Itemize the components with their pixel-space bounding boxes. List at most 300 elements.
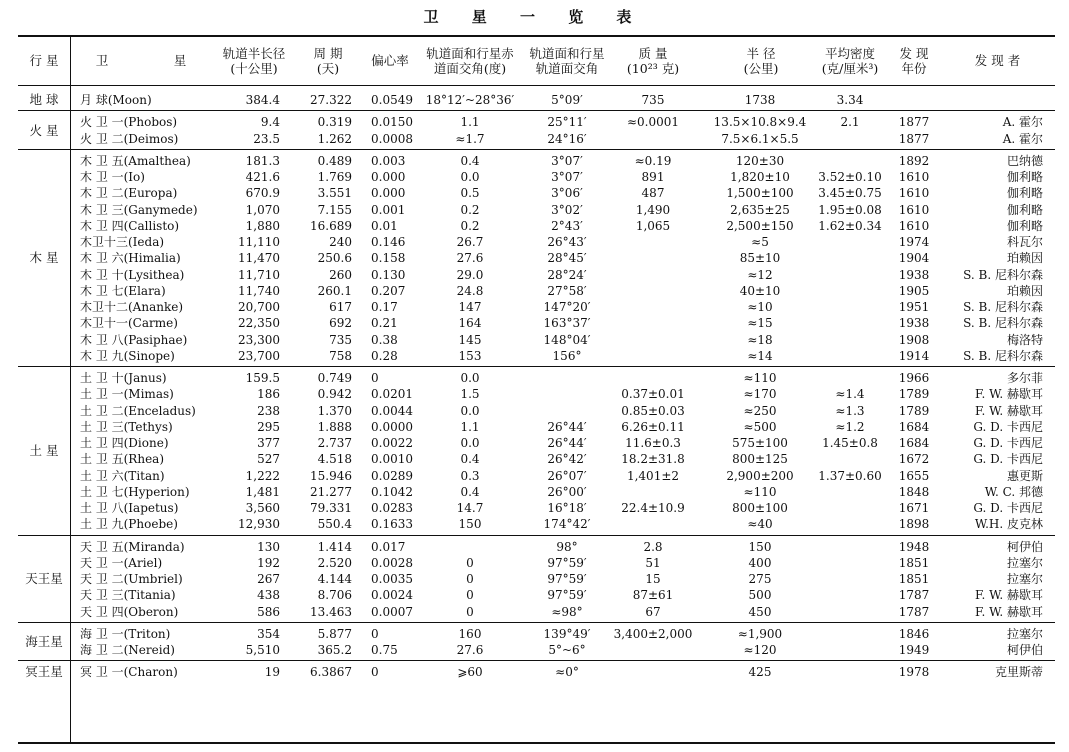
cell-axis: 1,880 — [245, 218, 280, 233]
planet-label: 土 星 — [29, 443, 59, 459]
cell-radius: 120±30 — [735, 153, 785, 168]
cell-density: 3.45±0.75 — [818, 186, 882, 201]
cell-incl-orb: 26°00′ — [547, 484, 587, 499]
cell-disc: 拉塞尔 — [1006, 626, 1043, 641]
cell-ecc: 0.001 — [371, 202, 406, 217]
table-row — [0, 500, 1069, 516]
cell-incl-orb: 2°43′ — [551, 218, 583, 233]
cell-name: 土 卫 二(Enceladus) — [80, 403, 196, 418]
table-row — [0, 283, 1069, 299]
table-row — [0, 386, 1069, 402]
cell-radius: ≈40 — [747, 517, 773, 532]
cell-ecc: 0.017 — [371, 539, 406, 554]
cell-radius: ≈110 — [743, 484, 777, 499]
cell-incl-orb: 148°04′ — [543, 332, 591, 347]
cell-period: 27.322 — [310, 93, 352, 107]
cell-year: 1905 — [898, 283, 930, 298]
cell-ecc: 0.0024 — [371, 588, 413, 603]
table-row — [0, 332, 1069, 348]
cell-incl-eq: 18°12′~28°36′ — [425, 93, 515, 107]
cell-radius: 1738 — [744, 93, 776, 107]
planet-label: 火 星 — [29, 122, 59, 138]
cell-radius: ≈10 — [747, 300, 773, 314]
cell-axis: 295 — [257, 419, 280, 434]
cell-period: 758 — [329, 348, 352, 363]
table-row — [0, 451, 1069, 467]
cell-name: 天 卫 二(Umbriel) — [80, 572, 183, 586]
cell-incl-orb: 163°37′ — [543, 316, 591, 331]
cell-disc: 伽利略 — [1006, 170, 1043, 184]
cell-incl-orb: 3°07′ — [551, 170, 583, 184]
cell-density: 3.34 — [836, 93, 864, 107]
header-density: 平均密度 (克/厘米³) — [821, 46, 879, 76]
cell-disc: 科瓦尔 — [1006, 235, 1043, 249]
cell-incl-orb: 28°24′ — [547, 267, 587, 282]
cell-incl-eq: 150 — [458, 517, 482, 532]
cell-mass: 0.37±0.01 — [621, 387, 685, 402]
table-row — [0, 315, 1069, 331]
cell-incl-eq: 0.4 — [460, 452, 480, 467]
cell-incl-orb: 26°07′ — [547, 468, 587, 483]
cell-axis: 23.5 — [253, 131, 280, 146]
cell-disc: S. B. 尼科尔森 — [963, 267, 1043, 282]
cell-ecc: 0 — [371, 626, 379, 641]
cell-mass: 11.6±0.3 — [625, 436, 681, 450]
cell-name: 木 卫 四(Callisto) — [80, 218, 180, 233]
cell-incl-eq: 164 — [458, 316, 482, 331]
cell-radius: ≈15 — [747, 316, 773, 331]
cell-radius: ≈120 — [743, 643, 777, 657]
cell-year: 1951 — [898, 300, 930, 314]
planet-label: 地 球 — [29, 92, 59, 108]
cell-disc: 克里斯蒂 — [994, 665, 1043, 680]
cell-incl-eq: 0.4 — [460, 484, 480, 499]
cell-ecc: 0.0035 — [371, 572, 413, 586]
group-separator — [18, 366, 1055, 367]
cell-mass: 1,065 — [635, 218, 671, 233]
cell-density: 1.37±0.60 — [818, 468, 882, 483]
cell-incl-eq: 24.8 — [456, 283, 484, 298]
header-axis: 轨道半长径 (十公里) — [222, 46, 286, 76]
cell-incl-orb: 147°20′ — [543, 300, 591, 314]
table-row — [0, 202, 1069, 218]
cell-axis: 1,222 — [245, 468, 280, 483]
cell-period: 617 — [329, 300, 352, 314]
cell-density: ≈1.2 — [835, 419, 865, 434]
cell-mass: 6.26±0.11 — [621, 419, 685, 434]
cell-disc: 珀赖因 — [1006, 251, 1043, 266]
cell-radius: 13.5×10.8×9.4 — [713, 115, 807, 130]
cell-incl-orb: 28°45′ — [547, 251, 587, 266]
cell-axis: 438 — [257, 588, 280, 603]
table-row — [0, 234, 1069, 250]
cell-year: 1904 — [898, 251, 930, 266]
cell-name: 木卫十三(Ieda) — [80, 235, 165, 249]
cell-name: 木 卫 七(Elara) — [80, 283, 166, 298]
cell-incl-orb: 26°44′ — [547, 419, 587, 434]
cell-name: 土 卫 五(Rhea) — [80, 452, 165, 467]
cell-year: 1846 — [898, 626, 930, 641]
cell-year: 1610 — [898, 202, 930, 217]
table-row — [0, 348, 1069, 364]
cell-ecc: 0.1042 — [371, 484, 413, 499]
cell-period: 13.463 — [310, 604, 352, 619]
planet-label: 冥王星 — [25, 664, 63, 680]
cell-axis: 20,700 — [238, 300, 280, 314]
cell-year: 1974 — [898, 235, 930, 249]
cell-incl-eq: 160 — [458, 626, 482, 641]
cell-radius: ≈170 — [743, 387, 777, 402]
cell-period: 0.749 — [317, 371, 352, 385]
cell-ecc: 0.28 — [371, 348, 398, 363]
header-planet: 行 星 — [29, 53, 59, 68]
cell-name: 海 卫 一(Triton) — [80, 626, 171, 641]
cell-axis: 421.6 — [245, 170, 280, 184]
cell-ecc: 0.0150 — [371, 115, 413, 130]
cell-period: 1.888 — [317, 419, 352, 434]
cell-mass: 2.8 — [643, 539, 663, 554]
cell-mass: 3,400±2,000 — [613, 626, 693, 641]
table-row — [0, 604, 1069, 620]
cell-radius: 1,820±10 — [730, 170, 790, 184]
cell-disc: S. B. 尼科尔森 — [963, 316, 1043, 331]
cell-axis: 186 — [257, 387, 280, 402]
cell-incl-orb: 16°18′ — [547, 501, 587, 515]
cell-disc: A. 霍尔 — [1002, 115, 1043, 130]
cell-name: 土 卫 四(Dione) — [80, 436, 169, 450]
header-period: 周 期 (天) — [313, 46, 343, 76]
cell-ecc: 0.21 — [371, 316, 398, 331]
cell-radius: ≈5 — [751, 235, 769, 249]
cell-year: 1789 — [898, 403, 930, 418]
cell-density: 1.62±0.34 — [818, 218, 882, 233]
cell-name: 木卫十一(Carme) — [80, 316, 178, 331]
table-row — [0, 468, 1069, 484]
cell-axis: 23,300 — [238, 332, 280, 347]
cell-incl-eq: 26.7 — [456, 235, 484, 249]
header-satellite-a: 卫 — [95, 53, 109, 68]
cell-disc: 巴纳德 — [1006, 153, 1043, 168]
cell-axis: 267 — [257, 572, 280, 586]
cell-year: 1610 — [898, 218, 930, 233]
cell-mass: 15 — [645, 572, 661, 586]
table-row — [0, 370, 1069, 386]
cell-name: 天 卫 四(Oberon) — [80, 604, 179, 619]
cell-incl-orb: ≈98° — [551, 604, 583, 619]
cell-period: 1.262 — [317, 131, 352, 146]
cell-incl-orb: 26°43′ — [547, 235, 587, 249]
bottom-rule — [18, 742, 1055, 744]
group-separator — [18, 110, 1055, 111]
cell-axis: 1,070 — [245, 202, 280, 217]
cell-ecc: 0.000 — [371, 186, 406, 201]
cell-period: 240 — [329, 235, 352, 249]
cell-year: 1672 — [898, 452, 930, 467]
cell-year: 1948 — [898, 539, 930, 554]
cell-year: 1848 — [898, 484, 930, 499]
page-title: 卫 星 一 览 表 — [423, 8, 646, 26]
cell-radius: 2,500±150 — [726, 218, 794, 233]
cell-period: 16.689 — [310, 218, 352, 233]
cell-incl-orb: 26°42′ — [547, 452, 587, 467]
cell-period: 5.877 — [317, 626, 352, 641]
cell-radius: ≈110 — [743, 371, 777, 385]
cell-disc: S. B. 尼科尔森 — [963, 348, 1043, 363]
cell-axis: 527 — [257, 452, 280, 467]
cell-period: 0.942 — [317, 387, 352, 402]
cell-disc: F. W. 赫歇耳 — [975, 604, 1043, 619]
cell-incl-eq: 0.2 — [460, 218, 480, 233]
cell-radius: 40±10 — [739, 283, 781, 298]
cell-ecc: 0.0201 — [371, 387, 413, 402]
cell-year: 1908 — [898, 332, 930, 347]
cell-axis: 1,481 — [245, 484, 280, 499]
cell-period: 4.518 — [317, 452, 352, 467]
cell-ecc: 0.0000 — [371, 419, 413, 434]
cell-incl-orb: 98° — [556, 539, 578, 554]
table-row — [0, 250, 1069, 266]
cell-period: 6.3867 — [310, 665, 352, 680]
cell-ecc: 0.0044 — [371, 403, 413, 418]
cell-radius: ≈12 — [747, 267, 773, 282]
cell-ecc: 0.207 — [371, 283, 406, 298]
cell-period: 250.6 — [317, 251, 352, 266]
cell-year: 1610 — [898, 186, 930, 201]
group-separator — [18, 535, 1055, 536]
cell-incl-eq: 145 — [458, 332, 482, 347]
cell-incl-eq: 153 — [458, 348, 482, 363]
table-row — [0, 419, 1069, 435]
cell-incl-orb: 3°07′ — [551, 153, 583, 168]
cell-year: 1851 — [898, 572, 930, 586]
cell-incl-orb: 139°49′ — [543, 626, 591, 641]
cell-period: 365.2 — [317, 643, 352, 657]
cell-incl-eq: 14.7 — [456, 501, 484, 515]
cell-year: 1655 — [898, 468, 930, 483]
cell-year: 1877 — [898, 131, 930, 146]
cell-incl-eq: 0.5 — [460, 186, 480, 201]
cell-axis: 377 — [257, 436, 280, 450]
cell-incl-eq: 147 — [458, 300, 482, 314]
cell-mass: ≈0.0001 — [626, 115, 680, 130]
cell-ecc: 0.0283 — [371, 501, 413, 515]
cell-ecc: 0.75 — [371, 643, 398, 657]
cell-ecc: 0.000 — [371, 170, 406, 184]
cell-radius: 425 — [748, 665, 772, 680]
header-discoverer: 发 现 者 — [974, 53, 1021, 68]
cell-axis: 159.5 — [245, 371, 280, 385]
cell-radius: 150 — [748, 539, 772, 554]
cell-axis: 130 — [257, 539, 280, 554]
cell-period: 735 — [329, 332, 352, 347]
cell-incl-eq: 0 — [466, 604, 474, 619]
cell-axis: 11,470 — [238, 251, 280, 266]
cell-radius: 450 — [748, 604, 772, 619]
cell-year: 1966 — [898, 371, 930, 385]
group-separator — [18, 660, 1055, 661]
cell-disc: 拉塞尔 — [1006, 572, 1043, 586]
cell-year: 1938 — [898, 316, 930, 331]
cell-disc: G. D. 卡西尼 — [973, 452, 1043, 467]
cell-axis: 11,710 — [238, 267, 280, 282]
cell-incl-orb: ≈0° — [555, 665, 579, 680]
header-eccentricity: 偏心率 — [371, 53, 409, 68]
cell-name: 木 卫 一(Io) — [80, 170, 145, 184]
cell-period: 15.946 — [310, 468, 352, 483]
cell-incl-eq: ≈1.7 — [455, 131, 485, 146]
cell-incl-orb: 27°58′ — [547, 283, 587, 298]
cell-incl-eq: 27.6 — [456, 251, 484, 266]
header-mass: 质 量 (10²³ 克) — [626, 46, 680, 76]
cell-density: ≈1.4 — [835, 387, 865, 402]
table-row — [0, 185, 1069, 201]
cell-disc: F. W. 赫歇耳 — [975, 387, 1043, 402]
cell-year: 1787 — [898, 604, 930, 619]
cell-year: 1978 — [898, 665, 930, 680]
cell-disc: 珀赖因 — [1006, 283, 1043, 298]
table-row — [0, 153, 1069, 169]
cell-ecc: 0.17 — [371, 300, 398, 314]
cell-period: 2.520 — [317, 555, 352, 570]
cell-disc: 柯伊伯 — [1006, 539, 1043, 554]
cell-disc: G. D. 卡西尼 — [973, 419, 1043, 434]
cell-axis: 586 — [257, 604, 280, 619]
cell-axis: 3,560 — [245, 501, 280, 515]
cell-disc: 惠更斯 — [1006, 468, 1043, 483]
cell-mass: 87±61 — [632, 588, 674, 603]
cell-axis: 5,510 — [245, 643, 280, 657]
cell-radius: 275 — [748, 572, 772, 586]
table-row — [0, 169, 1069, 185]
cell-incl-eq: 1.1 — [460, 419, 480, 434]
cell-incl-eq: 1.1 — [460, 115, 480, 130]
cell-period: 2.737 — [317, 436, 352, 450]
cell-ecc: 0.158 — [371, 251, 406, 266]
cell-mass: 1,401±2 — [626, 468, 680, 483]
cell-radius: 800±125 — [732, 452, 788, 467]
cell-radius: ≈18 — [747, 332, 773, 347]
cell-name: 土 卫 六(Titan) — [80, 468, 165, 483]
cell-year: 1671 — [898, 501, 930, 515]
cell-period: 1.769 — [317, 170, 352, 184]
cell-mass: 735 — [641, 93, 665, 107]
cell-ecc: 0.01 — [371, 218, 398, 233]
planet-label: 海王星 — [25, 634, 63, 649]
table-row — [0, 484, 1069, 500]
cell-ecc: 0.0289 — [371, 468, 413, 483]
table-row — [0, 267, 1069, 283]
cell-radius: 400 — [748, 555, 772, 570]
cell-radius: 85±10 — [739, 251, 781, 266]
cell-axis: 19 — [264, 665, 280, 680]
cell-density: 1.95±0.08 — [818, 202, 882, 217]
cell-axis: 670.9 — [245, 186, 280, 201]
table-row — [0, 539, 1069, 555]
cell-name: 木 卫 九(Sinope) — [80, 348, 175, 363]
cell-axis: 12,930 — [238, 517, 280, 532]
cell-period: 692 — [329, 316, 352, 331]
cell-incl-eq: 0 — [466, 555, 474, 570]
cell-incl-eq: 0.2 — [460, 202, 480, 217]
cell-ecc: 0.146 — [371, 235, 406, 249]
header-inclination-equator: 轨道面和行星赤 道面交角(度) — [426, 46, 514, 76]
cell-radius: 800±100 — [732, 501, 788, 515]
cell-year: 1949 — [898, 643, 930, 657]
cell-period: 8.706 — [317, 588, 352, 603]
cell-year: 1892 — [898, 153, 930, 168]
cell-name: 土 卫 三(Tethys) — [80, 419, 173, 434]
cell-period: 3.551 — [317, 186, 352, 201]
cell-incl-orb: 5°~6° — [548, 643, 586, 657]
cell-ecc: 0.003 — [371, 153, 406, 168]
cell-mass: 487 — [641, 186, 665, 201]
cell-period: 4.144 — [317, 572, 352, 586]
cell-period: 21.277 — [310, 484, 352, 499]
table-row — [0, 435, 1069, 451]
cell-ecc: 0.0010 — [371, 452, 413, 467]
cell-radius: 2,900±200 — [726, 468, 794, 483]
table-row — [0, 626, 1069, 642]
cell-incl-eq: 29.0 — [456, 267, 484, 282]
header-inclination-orbit: 轨道面和行星 轨道面交角 — [529, 46, 605, 76]
cell-mass: 891 — [641, 170, 665, 184]
cell-mass: 51 — [645, 555, 661, 570]
cell-disc: F. W. 赫歇耳 — [975, 403, 1043, 418]
cell-disc: 梅洛特 — [1006, 332, 1043, 347]
cell-incl-orb: 3°06′ — [551, 186, 583, 201]
cell-name: 土 卫 十(Janus) — [80, 371, 167, 385]
cell-axis: 354 — [257, 626, 280, 641]
cell-name: 土 卫 七(Hyperion) — [80, 484, 190, 499]
cell-name: 火 卫 一(Phobos) — [80, 115, 178, 130]
cell-radius: ≈14 — [747, 348, 773, 363]
cell-period: 7.155 — [317, 202, 352, 217]
cell-axis: 192 — [257, 555, 280, 570]
cell-ecc: 0.0028 — [371, 555, 413, 570]
table-row — [0, 299, 1069, 315]
cell-axis: 11,740 — [238, 283, 280, 298]
header-satellite-b: 星 — [173, 53, 187, 68]
cell-ecc: 0 — [371, 371, 379, 385]
cell-period: 260.1 — [317, 283, 352, 298]
cell-mass: 1,490 — [635, 202, 671, 217]
cell-ecc: 0.1633 — [371, 517, 413, 532]
table-row — [0, 555, 1069, 571]
table-row — [0, 516, 1069, 532]
table-row — [0, 92, 1069, 108]
cell-radius: ≈1,900 — [737, 626, 783, 641]
cell-period: 79.331 — [310, 501, 352, 515]
cell-ecc: 0.0549 — [371, 93, 413, 107]
top-rule — [18, 35, 1055, 37]
cell-disc: W. C. 邦德 — [984, 484, 1043, 499]
cell-ecc: 0.0008 — [371, 131, 413, 146]
cell-radius: ≈250 — [743, 403, 777, 418]
cell-year: 1789 — [898, 387, 930, 402]
cell-name: 木卫十二(Ananke) — [80, 300, 184, 314]
cell-mass: 18.2±31.8 — [621, 452, 685, 467]
cell-radius: ≈500 — [743, 419, 777, 434]
cell-ecc: 0.0007 — [371, 604, 413, 619]
cell-name: 木 卫 十(Lysithea) — [80, 267, 185, 282]
cell-incl-orb: 24°16′ — [547, 131, 587, 146]
cell-density: 1.45±0.8 — [822, 436, 878, 450]
table-row — [0, 642, 1069, 658]
cell-axis: 22,350 — [238, 316, 280, 331]
cell-mass: 0.85±0.03 — [621, 403, 685, 418]
cell-incl-orb: 156° — [552, 348, 582, 363]
cell-radius: 1,500±100 — [726, 186, 794, 201]
